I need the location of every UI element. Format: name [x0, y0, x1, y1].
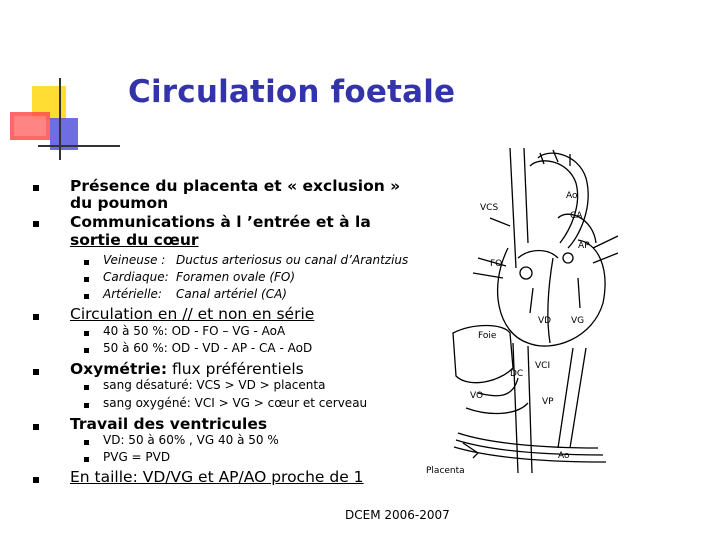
- bullet-marker: [33, 314, 39, 320]
- sub-bullet-oxymetrie-2: sang oxygéné: VCI > VG > cœur et cerveau: [103, 396, 368, 410]
- sub-bullet-circulation-2: 50 à 60 %: OD - VD - AP - CA - AoD: [103, 341, 313, 355]
- sub-bullet-marker: [84, 348, 89, 353]
- footer-text: DCEM 2006-2007: [345, 508, 450, 522]
- sub-bullet-marker: [84, 403, 89, 408]
- sub-bullet-cardiaque-label: Cardiaque:: [103, 270, 169, 284]
- label-ap: AP: [578, 241, 590, 251]
- sub-bullet-marker: [84, 440, 89, 445]
- sub-bullet-marker: [84, 277, 89, 282]
- bullet-oxymetrie-bold: Oxymétrie:: [70, 360, 168, 378]
- page-title: Circulation foetale: [128, 74, 456, 110]
- bullet-communications-line1: Communications à l ’entrée et à la: [70, 213, 371, 231]
- sub-bullet-arterielle-value: Canal artériel (CA): [176, 287, 287, 301]
- sub-bullet-veineuse-value: Ductus arteriosus ou canal d’Arantzius: [176, 253, 409, 267]
- label-vg: VG: [571, 316, 585, 326]
- label-ao: Ao: [566, 191, 578, 201]
- sub-bullet-marker: [84, 385, 89, 390]
- bullet-marker: [33, 477, 39, 483]
- bullet-placenta-line2: du poumon: [70, 194, 169, 212]
- label-vo: VO: [470, 391, 484, 401]
- sub-bullet-marker: [84, 294, 89, 299]
- sub-bullet-veineuse-label: Veineuse :: [103, 253, 166, 267]
- label-vd: VD: [538, 316, 552, 326]
- label-ca: CA: [570, 211, 583, 221]
- sub-bullet-circulation-1: 40 à 50 %: OD - FO – VG - AoA: [103, 324, 286, 338]
- bullet-circulation: Circulation en // et non en série: [70, 305, 315, 323]
- bullet-marker: [33, 221, 39, 227]
- label-vp: VP: [542, 397, 554, 407]
- sub-bullet-marker: [84, 457, 89, 462]
- sub-bullet-oxymetrie-1: sang désaturé: VCS > VD > placenta: [103, 378, 326, 392]
- bullet-travail: Travail des ventricules: [70, 415, 268, 433]
- label-vci: VCI: [535, 361, 551, 371]
- label-placenta: Placenta: [426, 466, 465, 476]
- fetal-heart-diagram: [418, 148, 618, 483]
- bullet-marker: [33, 424, 39, 430]
- decorative-squares-logo: [10, 78, 120, 163]
- bullet-marker: [33, 369, 39, 375]
- sub-bullet-arterielle-label: Artérielle:: [103, 287, 162, 301]
- bullet-communications-line2: sortie du cœur: [70, 231, 199, 249]
- bullet-taille: En taille: VD/VG et AP/AO proche de 1: [70, 468, 364, 486]
- sub-bullet-marker: [84, 331, 89, 336]
- label-fo: FO: [490, 259, 503, 269]
- bullet-placenta-line1: Présence du placenta et « exclusion »: [70, 177, 401, 195]
- sub-bullet-travail-1: VD: 50 à 60% , VG 40 à 50 %: [103, 433, 279, 447]
- sub-bullet-cardiaque-value: Foramen ovale (FO): [176, 270, 296, 284]
- bullet-oxymetrie: [70, 361, 304, 378]
- label-ao-descending: Ao: [558, 451, 570, 461]
- label-foie: Foie: [478, 331, 497, 341]
- sub-bullet-marker: [84, 260, 89, 265]
- bullet-oxymetrie-rest: flux préférentiels: [167, 360, 304, 378]
- sub-bullet-travail-2: PVG = PVD: [103, 450, 171, 464]
- label-vcs: VCS: [480, 203, 499, 213]
- bullet-marker: [33, 185, 39, 191]
- label-dc: DC: [510, 369, 524, 379]
